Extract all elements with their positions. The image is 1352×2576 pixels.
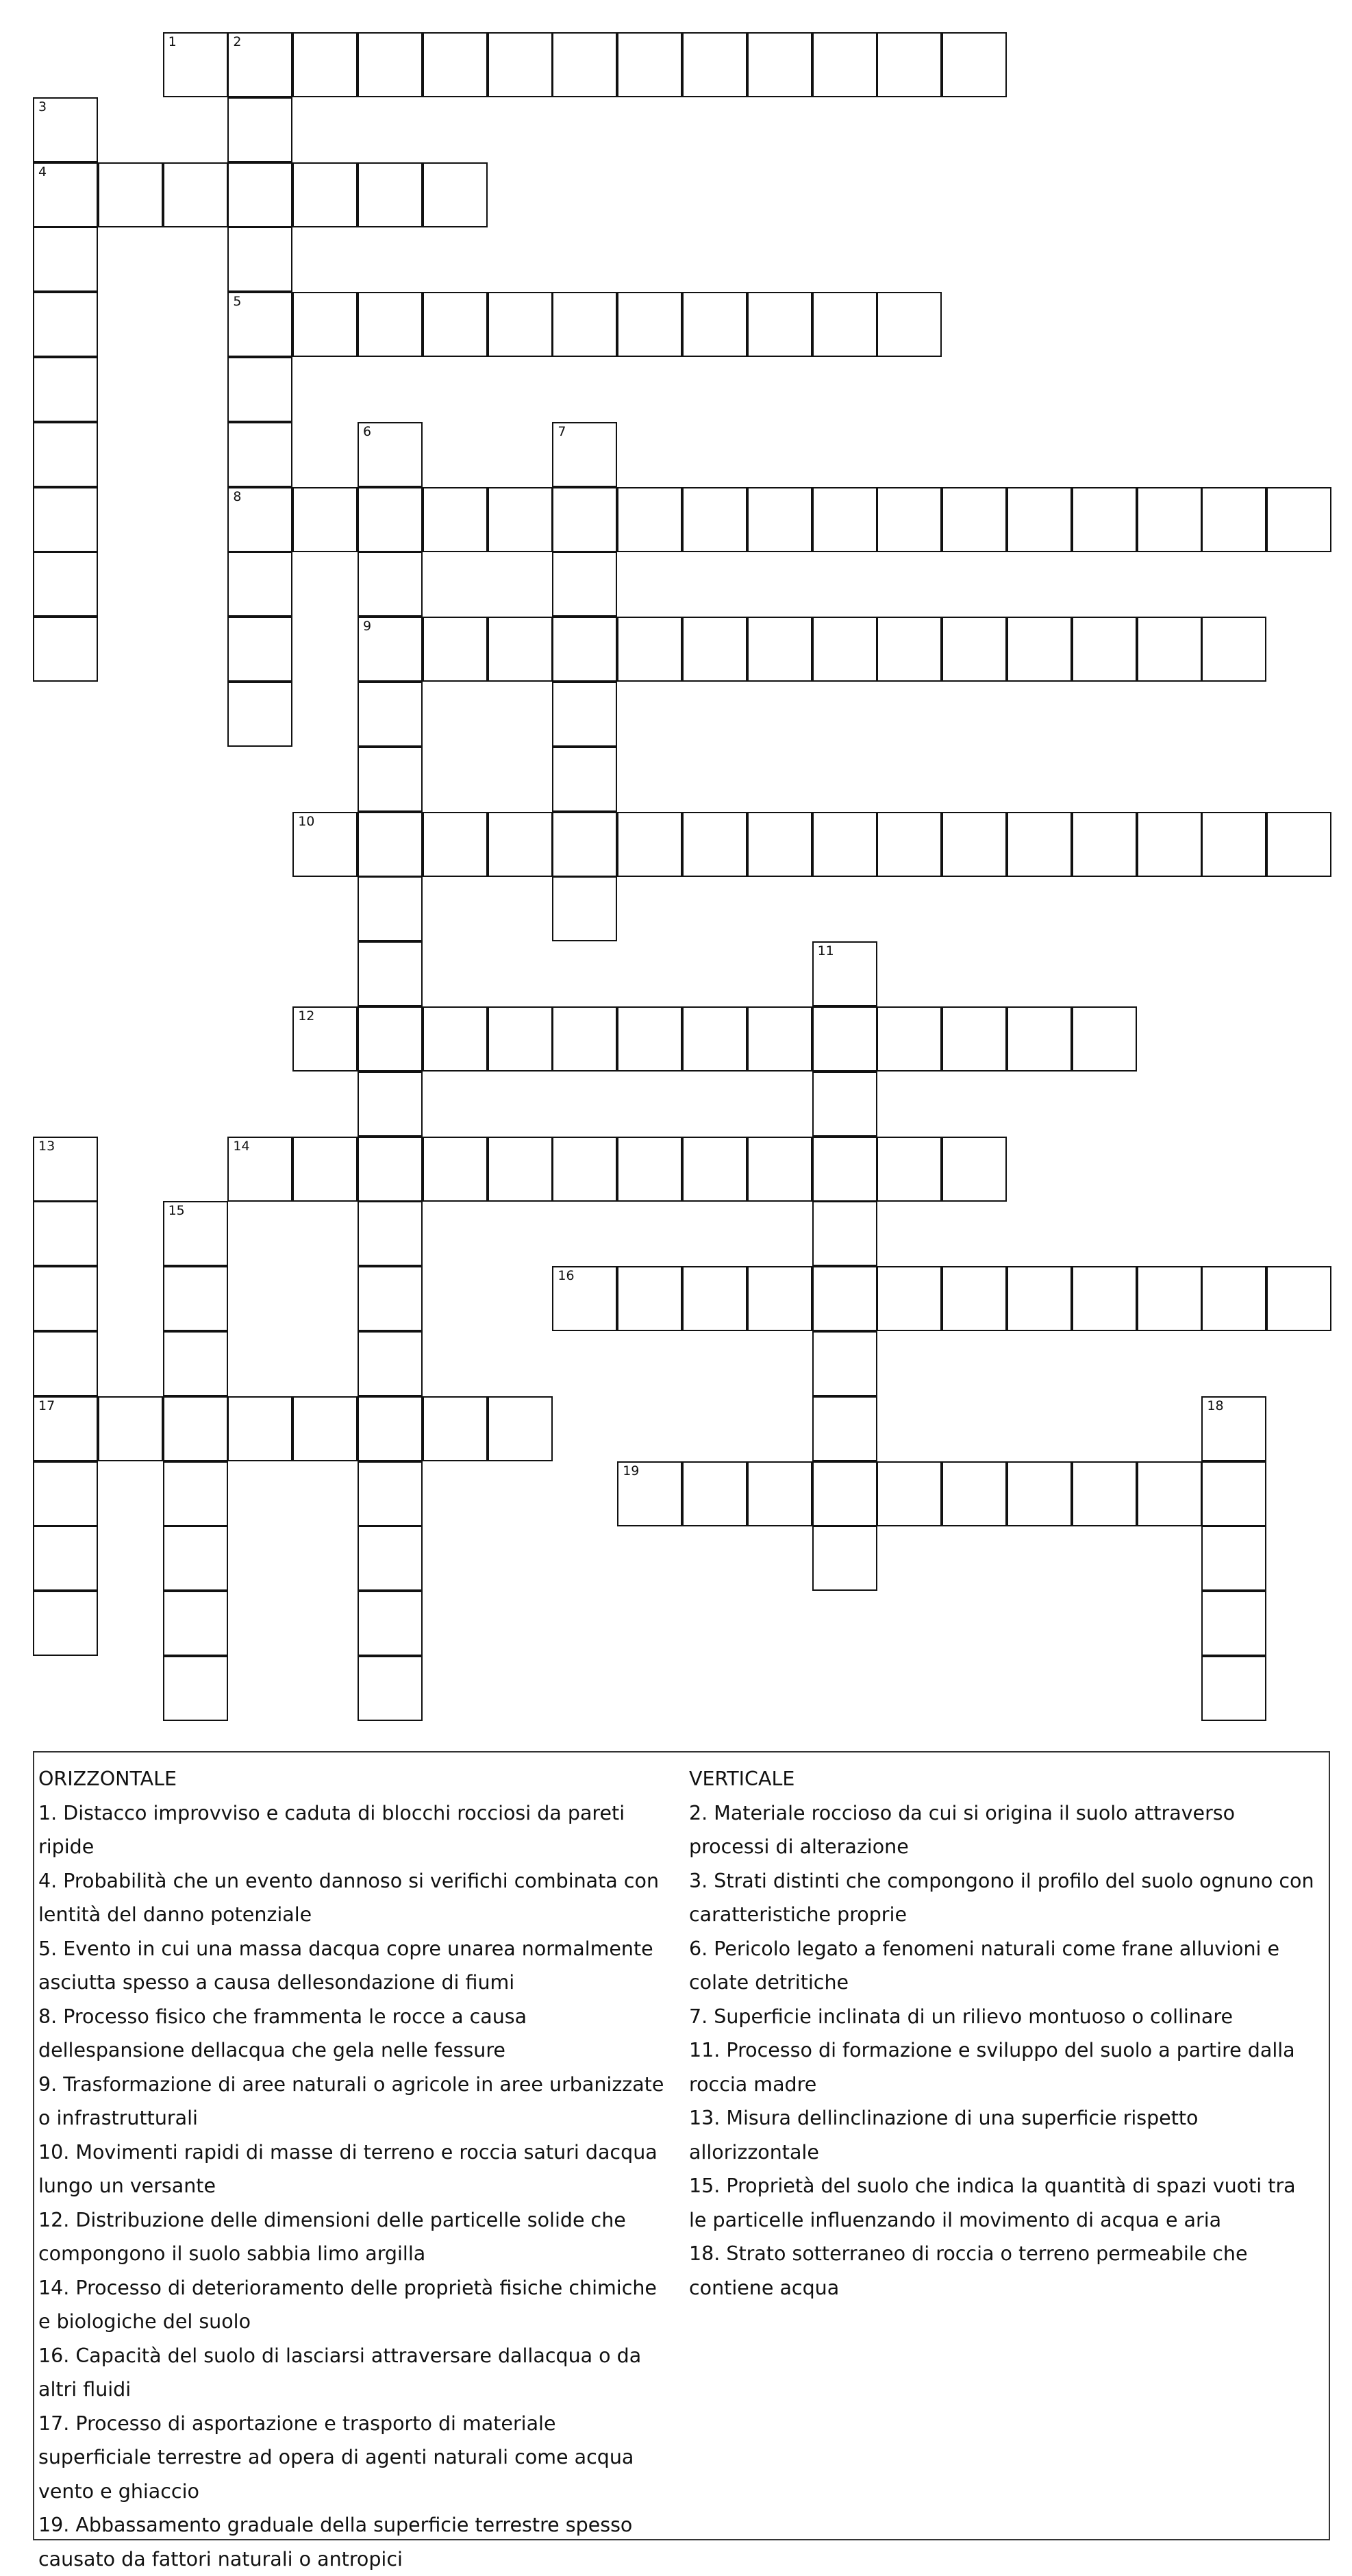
grid-cell[interactable]: [617, 812, 682, 877]
grid-cell[interactable]: [163, 1331, 228, 1396]
grid-cell[interactable]: [358, 552, 423, 617]
grid-cell[interactable]: [292, 292, 358, 357]
grid-cell[interactable]: [488, 1137, 553, 1202]
grid-cell[interactable]: [488, 487, 553, 552]
grid-cell[interactable]: [358, 1591, 423, 1656]
grid-cell[interactable]: [812, 1461, 877, 1526]
grid-cell[interactable]: [423, 292, 488, 357]
clue-across-9: 9. Trasformazione di aree naturali o agricole in aree urbanizzate o infrastrutturali: [38, 2072, 664, 2129]
cell-number: 9: [363, 619, 372, 634]
grid-cell[interactable]: [877, 1137, 942, 1202]
grid-cell[interactable]: [163, 1656, 228, 1721]
cell-number: 16: [558, 1268, 575, 1284]
grid-cell[interactable]: [1266, 1266, 1331, 1331]
grid-cell[interactable]: [552, 876, 617, 941]
grid-cell[interactable]: [423, 617, 488, 682]
grid-cell[interactable]: [33, 1461, 98, 1526]
clue-down-13: 13. Misura dellinclinazione di una superficie rispetto allorizzontale: [689, 2107, 1199, 2164]
grid-cell[interactable]: [33, 1396, 98, 1461]
grid-cell[interactable]: [33, 292, 98, 357]
grid-cell[interactable]: [747, 292, 812, 357]
grid-cell[interactable]: [227, 617, 292, 682]
grid-cell[interactable]: [1201, 812, 1266, 877]
grid-cell[interactable]: [552, 552, 617, 617]
grid-cell[interactable]: [747, 1137, 812, 1202]
cell-number: 6: [363, 423, 372, 439]
grid-cell[interactable]: [358, 1072, 423, 1137]
clue-down-7: 7. Superficie inclinata di un rilievo montuoso o collinare: [689, 2005, 1234, 2028]
grid-cell[interactable]: [33, 162, 98, 227]
clue-across-5: 5. Evento in cui una massa dacqua copre unarea normalmente asciutta spesso a causa dellesondazione di fiumi: [38, 1937, 653, 1994]
grid-cell[interactable]: [552, 812, 617, 877]
grid-cell[interactable]: [812, 292, 877, 357]
grid-cell[interactable]: [227, 1396, 292, 1461]
grid-cell[interactable]: [812, 812, 877, 877]
grid-cell[interactable]: [227, 1137, 292, 1202]
cell-number: 14: [233, 1138, 250, 1154]
grid-cell[interactable]: [163, 1266, 228, 1331]
grid-cell[interactable]: [423, 162, 488, 227]
cell-number: 4: [38, 164, 47, 179]
cell-number: 19: [623, 1463, 640, 1478]
grid-cell[interactable]: [292, 1137, 358, 1202]
grid-cell[interactable]: [33, 1201, 98, 1266]
grid-cell[interactable]: [358, 422, 423, 487]
grid-cell[interactable]: [1201, 487, 1266, 552]
grid-cell[interactable]: [877, 32, 942, 97]
grid-cell[interactable]: [942, 32, 1007, 97]
grid-cell[interactable]: [747, 32, 812, 97]
grid-cell[interactable]: [942, 1266, 1007, 1331]
grid-cell[interactable]: [33, 617, 98, 682]
grid-cell[interactable]: [682, 1461, 747, 1526]
clue-across-19: 19. Abbassamento graduale della superficie terrestre spesso causato da fattori naturali o antropici: [38, 2514, 633, 2571]
grid-cell[interactable]: [682, 1266, 747, 1331]
clue-down-18: 18. Strato sotterraneo di roccia o terreno permeabile che contiene acqua: [689, 2242, 1248, 2299]
grid-cell[interactable]: [942, 617, 1007, 682]
clue-across-14: 14. Processo di deterioramento delle proprietà fisiche chimiche e biologiche del suolo: [38, 2276, 657, 2333]
grid-cell[interactable]: [292, 1006, 358, 1072]
grid-cell[interactable]: [227, 292, 292, 357]
grid-cell[interactable]: [1201, 1526, 1266, 1591]
grid-cell[interactable]: [423, 1396, 488, 1461]
grid-cell[interactable]: [617, 1461, 682, 1526]
cell-number: 10: [298, 813, 315, 829]
grid-cell[interactable]: [877, 1266, 942, 1331]
grid-cell[interactable]: [682, 487, 747, 552]
across-clues: [38, 1762, 668, 2576]
grid-cell[interactable]: [747, 1266, 812, 1331]
grid-cell[interactable]: [942, 1006, 1007, 1072]
grid-cell[interactable]: [33, 357, 98, 422]
grid-cell[interactable]: [227, 487, 292, 552]
grid-cell[interactable]: [552, 32, 617, 97]
grid-cell[interactable]: [488, 1006, 553, 1072]
grid-cell[interactable]: [163, 1591, 228, 1656]
grid-cell[interactable]: [33, 97, 98, 162]
grid-cell[interactable]: [292, 487, 358, 552]
grid-cell[interactable]: [1007, 812, 1072, 877]
grid-cell[interactable]: [98, 162, 163, 227]
grid-cell[interactable]: [617, 1006, 682, 1072]
grid-cell[interactable]: [33, 1526, 98, 1591]
grid-cell[interactable]: [1137, 812, 1202, 877]
grid-cell[interactable]: [617, 617, 682, 682]
cell-number: 18: [1207, 1398, 1224, 1413]
grid-cell[interactable]: [747, 487, 812, 552]
grid-cell[interactable]: [1201, 1656, 1266, 1721]
cell-number: 7: [558, 423, 566, 439]
grid-cell[interactable]: [552, 617, 617, 682]
grid-cell[interactable]: [163, 1396, 228, 1461]
grid-cell[interactable]: [617, 487, 682, 552]
cell-number: 1: [168, 34, 177, 49]
grid-cell[interactable]: [812, 617, 877, 682]
grid-cell[interactable]: [292, 1396, 358, 1461]
grid-cell[interactable]: [552, 487, 617, 552]
grid-cell[interactable]: [163, 1526, 228, 1591]
down-clues: [689, 1762, 1319, 2305]
grid-cell[interactable]: [942, 812, 1007, 877]
grid-cell[interactable]: [292, 162, 358, 227]
clue-across-1: 1. Distacco improvviso e caduta di blocchi rocciosi da pareti ripide: [38, 1801, 625, 1858]
grid-cell[interactable]: [33, 487, 98, 552]
grid-cell[interactable]: [358, 617, 423, 682]
grid-cell[interactable]: [163, 1201, 228, 1266]
grid-cell[interactable]: [747, 617, 812, 682]
grid-cell[interactable]: [812, 1072, 877, 1137]
cell-number: 17: [38, 1398, 55, 1413]
grid-cell[interactable]: [617, 1137, 682, 1202]
grid-cell[interactable]: [358, 1137, 423, 1202]
grid-cell[interactable]: [227, 97, 292, 162]
grid-cell[interactable]: [552, 1137, 617, 1202]
grid-cell[interactable]: [98, 1396, 163, 1461]
grid-cell[interactable]: [1201, 617, 1266, 682]
grid-cell[interactable]: [1266, 812, 1331, 877]
grid-cell[interactable]: [877, 292, 942, 357]
grid-cell[interactable]: [1201, 1266, 1266, 1331]
cell-number: 2: [233, 34, 242, 49]
grid-cell[interactable]: [227, 552, 292, 617]
grid-cell[interactable]: [552, 747, 617, 812]
grid-cell[interactable]: [33, 422, 98, 487]
grid-cell[interactable]: [227, 227, 292, 292]
grid-cell[interactable]: [423, 1137, 488, 1202]
grid-cell[interactable]: [33, 552, 98, 617]
grid-cell[interactable]: [358, 876, 423, 941]
grid-cell[interactable]: [1007, 1266, 1072, 1331]
grid-cell[interactable]: [682, 1006, 747, 1072]
grid-cell[interactable]: [812, 1201, 877, 1266]
grid-cell[interactable]: [358, 1461, 423, 1526]
grid-cell[interactable]: [163, 1461, 228, 1526]
cell-number: 13: [38, 1138, 55, 1154]
clue-across-16: 16. Capacità del suolo di lasciarsi attraversare dallacqua o da altri fluidi: [38, 2344, 642, 2401]
clue-down-11: 11. Processo di formazione e sviluppo del suolo a partire dalla roccia madre: [689, 2039, 1295, 2096]
clues-panel: [33, 1751, 1330, 2571]
grid-cell[interactable]: [1137, 1461, 1202, 1526]
grid-cell[interactable]: [552, 682, 617, 747]
grid-cell[interactable]: [488, 32, 553, 97]
grid-cell[interactable]: [1072, 1461, 1137, 1526]
grid-cell[interactable]: [617, 1266, 682, 1331]
grid-cell[interactable]: [617, 32, 682, 97]
grid-cell[interactable]: [1007, 617, 1072, 682]
grid-cell[interactable]: [1072, 812, 1137, 877]
grid-cell[interactable]: [1072, 1266, 1137, 1331]
grid-cell[interactable]: [358, 747, 423, 812]
grid-cell[interactable]: [812, 1331, 877, 1396]
grid-cell[interactable]: [488, 1396, 553, 1461]
grid-cell[interactable]: [423, 812, 488, 877]
grid-cell[interactable]: [877, 617, 942, 682]
grid-cell[interactable]: [682, 292, 747, 357]
grid-cell[interactable]: [358, 1006, 423, 1072]
grid-cell[interactable]: [682, 812, 747, 877]
grid-cell[interactable]: [423, 1006, 488, 1072]
grid-cell[interactable]: [1072, 617, 1137, 682]
grid-cell[interactable]: [33, 1591, 98, 1656]
grid-cell[interactable]: [292, 32, 358, 97]
grid-cell[interactable]: [227, 682, 292, 747]
cell-number: 12: [298, 1008, 315, 1024]
clue-across-4: 4. Probabilità che un evento dannoso si verifichi combinata con lentità del danno potenziale: [38, 1869, 660, 1926]
grid-cell[interactable]: [1201, 1591, 1266, 1656]
grid-cell[interactable]: [488, 292, 553, 357]
grid-cell[interactable]: [358, 941, 423, 1006]
clue-across-17: 17. Processo di asportazione e trasporto di materiale superficiale terrestre ad opera di agenti naturali come acqua vento e ghiaccio: [38, 2412, 634, 2503]
grid-cell[interactable]: [358, 162, 423, 227]
grid-cell[interactable]: [812, 1526, 877, 1591]
grid-cell[interactable]: [877, 1006, 942, 1072]
grid-cell[interactable]: [358, 292, 423, 357]
grid-cell[interactable]: [812, 1266, 877, 1331]
grid-cell[interactable]: [1072, 487, 1137, 552]
grid-cell[interactable]: [33, 1331, 98, 1396]
grid-cell[interactable]: [227, 32, 292, 97]
grid-cell[interactable]: [227, 422, 292, 487]
grid-cell[interactable]: [1007, 1006, 1072, 1072]
grid-cell[interactable]: [358, 32, 423, 97]
grid-cell[interactable]: [358, 812, 423, 877]
grid-cell[interactable]: [358, 1266, 423, 1331]
grid-cell[interactable]: [682, 617, 747, 682]
grid-cell[interactable]: [552, 422, 617, 487]
grid-cell[interactable]: [358, 1331, 423, 1396]
grid-cell[interactable]: [552, 1266, 617, 1331]
grid-cell[interactable]: [1201, 1396, 1266, 1461]
grid-cell[interactable]: [1137, 617, 1202, 682]
grid-cell[interactable]: [1007, 1461, 1072, 1526]
grid-cell[interactable]: [1137, 1266, 1202, 1331]
grid-cell[interactable]: [227, 162, 292, 227]
grid-cell[interactable]: [292, 812, 358, 877]
grid-cell[interactable]: [1137, 487, 1202, 552]
grid-cell[interactable]: [552, 292, 617, 357]
cell-number: 15: [168, 1203, 185, 1219]
grid-cell[interactable]: [877, 487, 942, 552]
grid-cell[interactable]: [33, 1137, 98, 1202]
cell-number: 3: [38, 99, 47, 114]
grid-cell[interactable]: [812, 1006, 877, 1072]
clue-down-2: 2. Materiale roccioso da cui si origina il suolo attraverso processi di alterazione: [689, 1801, 1236, 1858]
grid-cell[interactable]: [747, 1006, 812, 1072]
grid-cell[interactable]: [812, 1396, 877, 1461]
grid-cell[interactable]: [747, 812, 812, 877]
down-title: VERTICALE: [689, 1768, 795, 1790]
clue-across-8: 8. Processo fisico che frammenta le rocce a causa dellespansione dellacqua che gela nelle fessure: [38, 2005, 527, 2061]
grid-cell[interactable]: [33, 1266, 98, 1331]
grid-cell[interactable]: [812, 487, 877, 552]
clue-down-3: 3. Strati distinti che compongono il profilo del suolo ognuno con caratteristiche proprie: [689, 1869, 1314, 1926]
grid-cell[interactable]: [682, 32, 747, 97]
grid-cell[interactable]: [1007, 487, 1072, 552]
cell-number: 11: [817, 943, 834, 959]
grid-cell[interactable]: [33, 227, 98, 292]
clue-across-12: 12. Distribuzione delle dimensioni delle particelle solide che compongono il suolo sabbia limo argilla: [38, 2208, 626, 2265]
cell-number: 5: [233, 294, 242, 310]
grid-cell[interactable]: [488, 812, 553, 877]
grid-cell[interactable]: [942, 487, 1007, 552]
grid-cell[interactable]: [358, 1201, 423, 1266]
cell-number: 8: [233, 488, 242, 504]
grid-cell[interactable]: [358, 1656, 423, 1721]
grid-cell[interactable]: [942, 1137, 1007, 1202]
grid-cell[interactable]: [812, 32, 877, 97]
grid-cell[interactable]: [423, 487, 488, 552]
grid-cell[interactable]: [877, 1461, 942, 1526]
grid-cell[interactable]: [423, 32, 488, 97]
grid-cell[interactable]: [747, 1461, 812, 1526]
grid-cell[interactable]: [163, 162, 228, 227]
grid-cell[interactable]: [617, 292, 682, 357]
grid-cell[interactable]: [358, 682, 423, 747]
grid-cell[interactable]: [358, 1526, 423, 1591]
grid-cell[interactable]: [358, 487, 423, 552]
grid-cell[interactable]: [812, 1137, 877, 1202]
clue-down-6: 6. Pericolo legato a fenomeni naturali come frane alluvioni e colate detritiche: [689, 1937, 1280, 1994]
grid-cell[interactable]: [163, 32, 228, 97]
clue-down-15: 15. Proprietà del suolo che indica la quantità di spazi vuoti tra le particelle influenzando il movimento di acqua e aria: [689, 2175, 1296, 2231]
grid-cell[interactable]: [812, 941, 877, 1006]
grid-cell[interactable]: [1072, 1006, 1137, 1072]
grid-cell[interactable]: [682, 1137, 747, 1202]
grid-cell[interactable]: [488, 617, 553, 682]
grid-cell[interactable]: [227, 357, 292, 422]
grid-cell[interactable]: [552, 1006, 617, 1072]
across-title: ORIZZONTALE: [38, 1768, 177, 1790]
clue-across-10: 10. Movimenti rapidi di masse di terreno e roccia saturi dacqua lungo un versante: [38, 2140, 658, 2197]
grid-cell[interactable]: [877, 812, 942, 877]
grid-cell[interactable]: [1266, 487, 1331, 552]
grid-cell[interactable]: [1201, 1461, 1266, 1526]
grid-cell[interactable]: [358, 1396, 423, 1461]
grid-cell[interactable]: [942, 1461, 1007, 1526]
